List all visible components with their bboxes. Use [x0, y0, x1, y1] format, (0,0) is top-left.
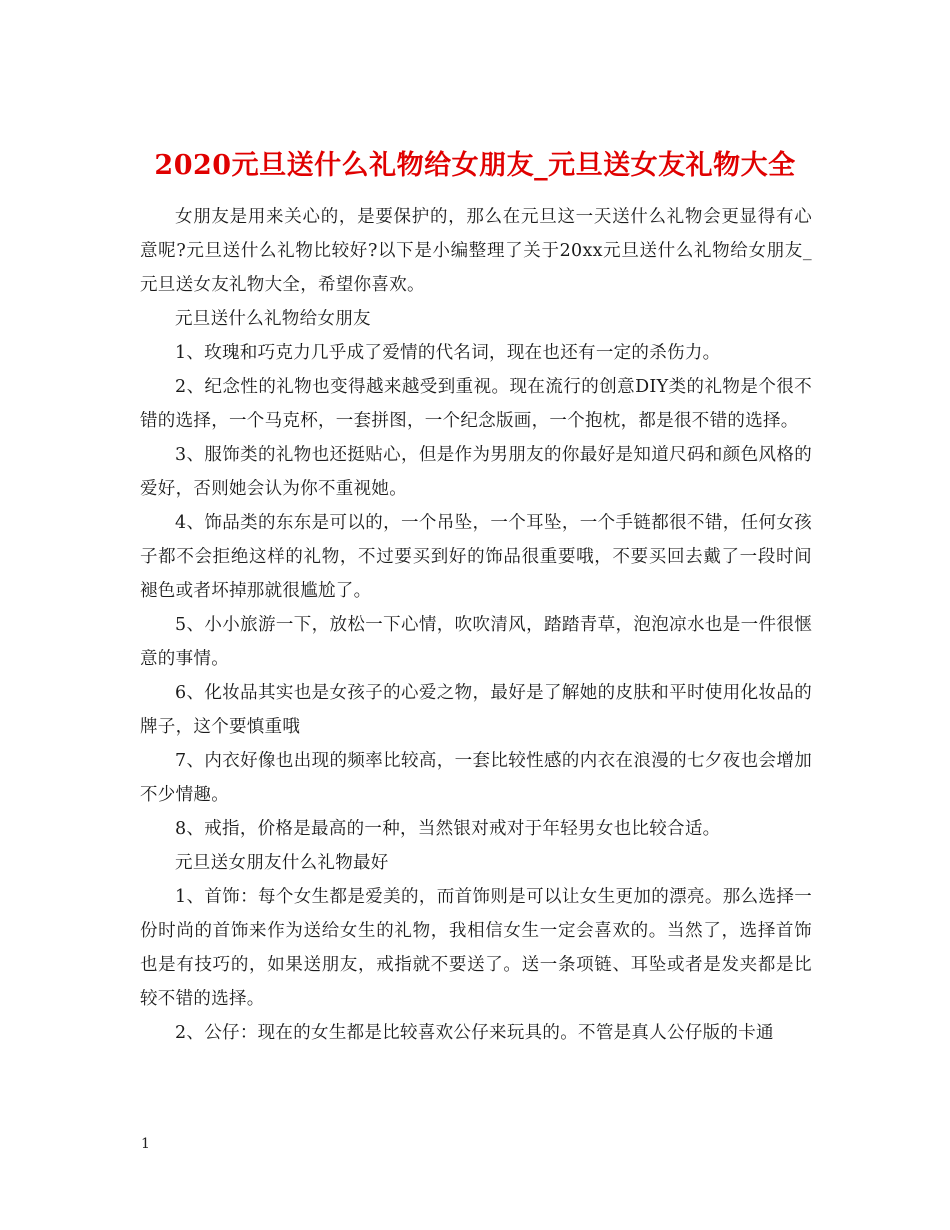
page-title: 2020元旦送什么礼物给女朋友_元旦送女友礼物大全	[154, 150, 796, 182]
list-item: 6、化妆品其实也是女孩子的心爱之物，最好是了解她的皮肤和平时使用化妆品的牌子，这个要慎重哦	[140, 683, 812, 737]
list-item: 2、公仔：现在的女生都是比较喜欢公仔来玩具的。不管是真人公仔版的卡通	[175, 1023, 774, 1043]
intro-paragraph: 女朋友是用来关心的，是要保护的，那么在元旦这一天送什么礼物会更显得有心意呢?元旦送什么礼物比较好?以下是小编整理了关于20xx元旦送什么礼物给女朋友_元旦送女友礼物大全，希望你喜欢。	[140, 207, 812, 295]
list-item: 7、内衣好像也出现的频率比较高，一套比较性感的内衣在浪漫的七夕夜也会增加不少情趣。	[140, 751, 812, 805]
list-item: 1、首饰：每个女生都是爱美的，而首饰则是可以让女生更加的漂亮。那么选择一份时尚的首饰来作为送给女生的礼物，我相信女生一定会喜欢的。当然了，选择首饰也是有技巧的，如果送朋友，戒指就不要送了。送一条项链、耳坠或者是发夹都是比较不错的选择。	[140, 887, 812, 1009]
page-number: 1	[141, 1136, 150, 1152]
list-item: 5、小小旅游一下，放松一下心情，吹吹清风，踏踏青草，泡泡凉水也是一件很惬意的事情。	[140, 615, 812, 669]
document-body	[140, 200, 812, 1050]
list-item: 4、饰品类的东东是可以的，一个吊坠，一个耳坠，一个手链都很不错，任何女孩子都不会拒绝这样的礼物，不过要买到好的饰品很重要哦，不要买回去戴了一段时间褪色或者坏掉那就很尴尬了。	[140, 513, 812, 601]
list-item: 1、玫瑰和巧克力几乎成了爱情的代名词，现在也还有一定的杀伤力。	[175, 343, 721, 363]
section-heading: 元旦送女朋友什么礼物最好	[175, 853, 389, 873]
list-item: 2、纪念性的礼物也变得越来越受到重视。现在流行的创意DIY类的礼物是个很不错的选择，一个马克杯，一套拼图，一个纪念版画，一个抱枕，都是很不错的选择。	[140, 377, 812, 431]
section-heading: 元旦送什么礼物给女朋友	[175, 309, 371, 329]
list-item: 8、戒指，价格是最高的一种，当然银对戒对于年轻男女也比较合适。	[175, 819, 721, 839]
list-item: 3、服饰类的礼物也还挺贴心，但是作为男朋友的你最好是知道尺码和颜色风格的爱好，否则她会认为你不重视她。	[140, 445, 812, 499]
